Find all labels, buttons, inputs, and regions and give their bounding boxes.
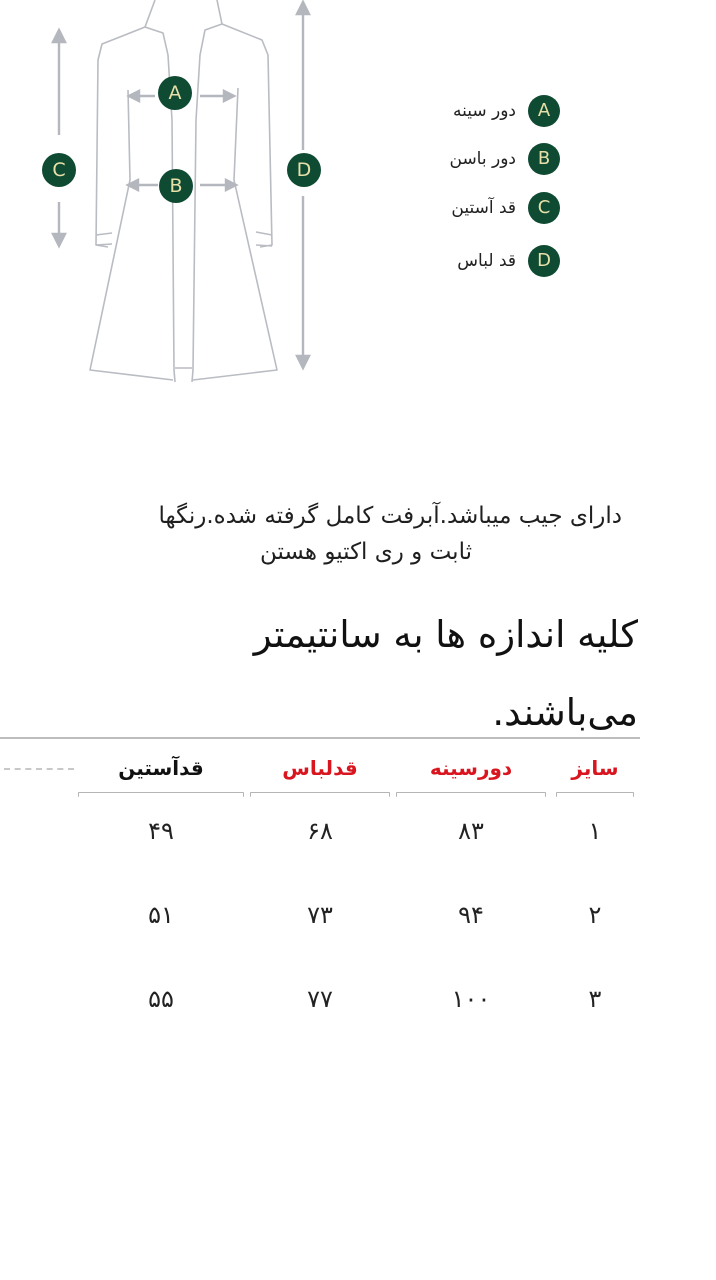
heading-line-2: می‌باشند. [492, 691, 638, 734]
cell-size: ۳ [588, 985, 602, 1013]
legend-label: دور سینه [452, 101, 516, 121]
header-sleeve: قدآستین [78, 745, 244, 795]
cell-length: ۶۸ [307, 817, 333, 845]
cell-length: ۷۳ [307, 901, 333, 929]
badge-b-icon: B [528, 143, 560, 175]
badge-d-length: D [287, 153, 321, 187]
cell-sleeve: ۵۱ [148, 901, 174, 929]
description-line-2: ثابت و ری اکتیو هستن [259, 539, 472, 565]
table-top-divider [0, 737, 640, 739]
legend-item-hip [450, 142, 561, 176]
badge-c-icon: C [528, 192, 560, 224]
legend-item-chest [453, 94, 560, 128]
cell-chest: ۹۴ [458, 901, 484, 929]
cell-sleeve: ۴۹ [148, 817, 174, 845]
legend-item-length [457, 244, 560, 278]
legend-label: قد لباس [457, 251, 516, 271]
cell-length: ۷۷ [307, 985, 333, 1013]
header-size: سایز [556, 745, 634, 795]
badge-c-sleeve: C [42, 153, 76, 187]
cell-sleeve: ۵۵ [148, 985, 174, 1013]
legend-item-sleeve [451, 191, 560, 225]
description-line-1: دارای جیب میباشد.آبرفت کامل گرفته شده.رنگها [158, 503, 622, 529]
header-length: قدلباس [250, 745, 390, 795]
product-description [10, 498, 632, 570]
cell-chest: ۱۰۰ [451, 985, 491, 1013]
badge-b-hip: B [159, 169, 193, 203]
badge-a-chest: A [158, 76, 192, 110]
legend-label: دور باسن [449, 149, 516, 169]
badge-d-icon: D [528, 245, 560, 277]
units-note-heading [150, 596, 638, 752]
heading-line-1: کلیه اندازه ها به سانتیمتر [253, 613, 638, 656]
coat-measurement-diagram [0, 0, 716, 400]
badge-a-icon: A [528, 95, 560, 127]
legend-label: قد آستین [451, 198, 516, 218]
cell-chest: ۸۳ [458, 817, 484, 845]
dashed-row-handle [4, 768, 74, 770]
header-chest: دورسینه [396, 745, 546, 795]
cell-size: ۱ [588, 817, 602, 845]
cell-size: ۲ [588, 901, 602, 929]
